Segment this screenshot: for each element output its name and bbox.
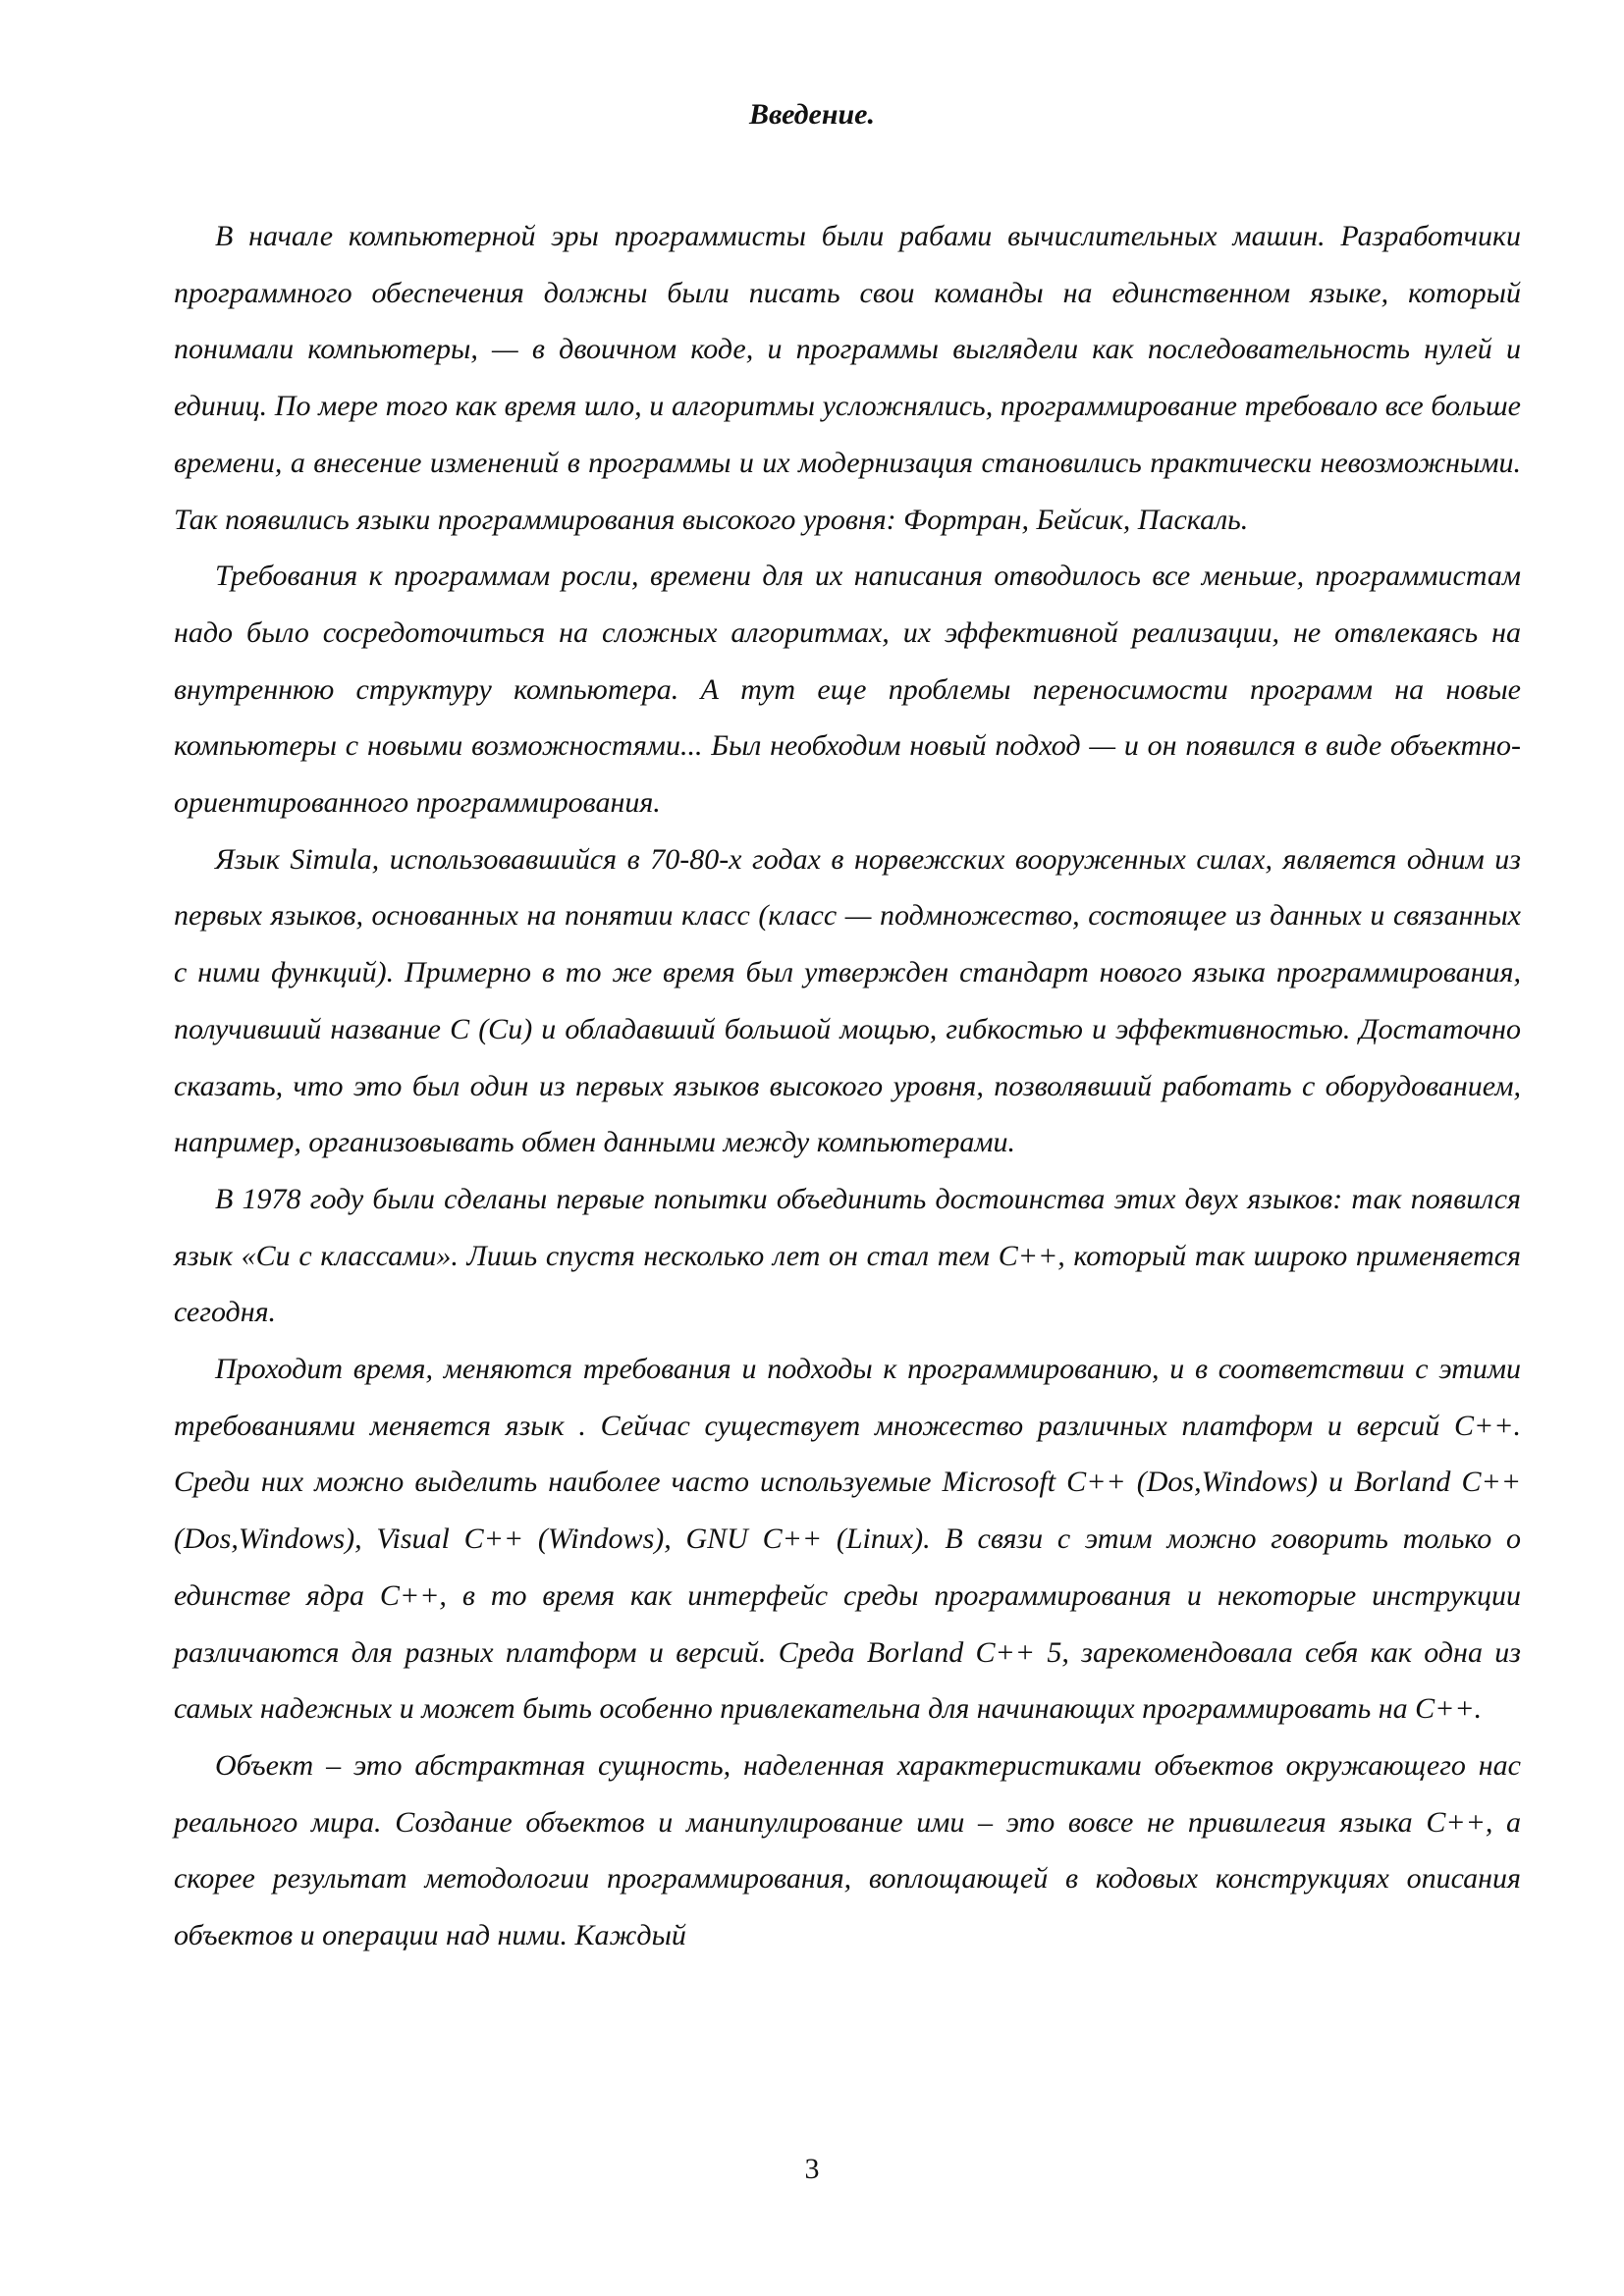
paragraph-3: Язык Simula, использовавшийся в 70-80-х годах в норвежских вооруженных силах, является одним из первых языков, основанных на понятии класс (класс — подмножество, состоящее из данных и связанных с ними функций). Примерно в то же время был утвержден стандарт нового языка программирования, получивший название С (Си) и обладавший большой мощью, гибкостью и эффективностью. Достаточно сказать, что это был один из первых языков высокого уровня, позволявший работать с оборудованием, например, организовывать обмен данными между компьютерами.: [174, 842, 1521, 1159]
paragraph-6: Объект – это абстрактная сущность, наделенная характеристиками объектов окружающего нас реального мира. Создание объектов и манипулирование ими – это вовсе не привилегия языка С++, а скорее результат методологии программирования, воплощающей в кодовых конструкциях описания объектов и операции над ними. Каждый: [174, 1748, 1521, 1952]
page-number: 3: [804, 2153, 820, 2185]
body-text: [174, 208, 1521, 1964]
paragraph-5: Проходит время, меняются требования и подходы к программированию, и в соответствии с этими требованиями меняется язык . Сейчас существует множество различных платформ и версий С++. Среди них можно выделить наиболее часто используемые Microsoft C++ (Dos,Windows) и Borland C++ (Dos,Windows), Visual C++ (Windows), GNU C++ (Linux). В связи с этим можно говорить только о единстве ядра С++, в то время как интерфейс среды программирования и некоторые инструкции различаются для разных платформ и версий. Среда Borland С++ 5, зарекомендовала себя как одна из самых надежных и может быть особенно привлекательна для начинающих программировать на С++.: [174, 1353, 1521, 1726]
paragraph-2: Требования к программам росли, времени для их написания отводилось все меньше, программистам надо было сосредоточиться на сложных алгоритмах, их эффективной реализации, не отвлекаясь на внутреннюю структуру компьютера. А тут еще проблемы переносимости программ на новые компьютеры с новыми возможностями... Был необходим новый подход — и он появился в виде объектно-ориентированного программирования.: [174, 560, 1521, 820]
paragraph-4: В 1978 году были сделаны первые попытки объединить достоинства этих двух языков: так появился язык «Си с классами». Лишь спустя несколько лет он стал тем С++, который так широко применяется сегодня.: [174, 1182, 1521, 1329]
page-title: Введение.: [749, 98, 875, 131]
paragraph-1: В начале компьютерной эры программисты были рабами вычислительных машин. Разработчики программного обеспечения должны были писать свои команды на единственном языке, который понимали компьютеры, — в двоичном коде, и программы выглядели как последовательность нулей и единиц. По мере того как время шло, и алгоритмы усложнялись, программирование требовало все больше времени, а внесение изменений в программы и их модернизация становились практически невозможными. Так появились языки программирования высокого уровня: Фортран, Бейсик, Паскаль.: [174, 220, 1521, 536]
